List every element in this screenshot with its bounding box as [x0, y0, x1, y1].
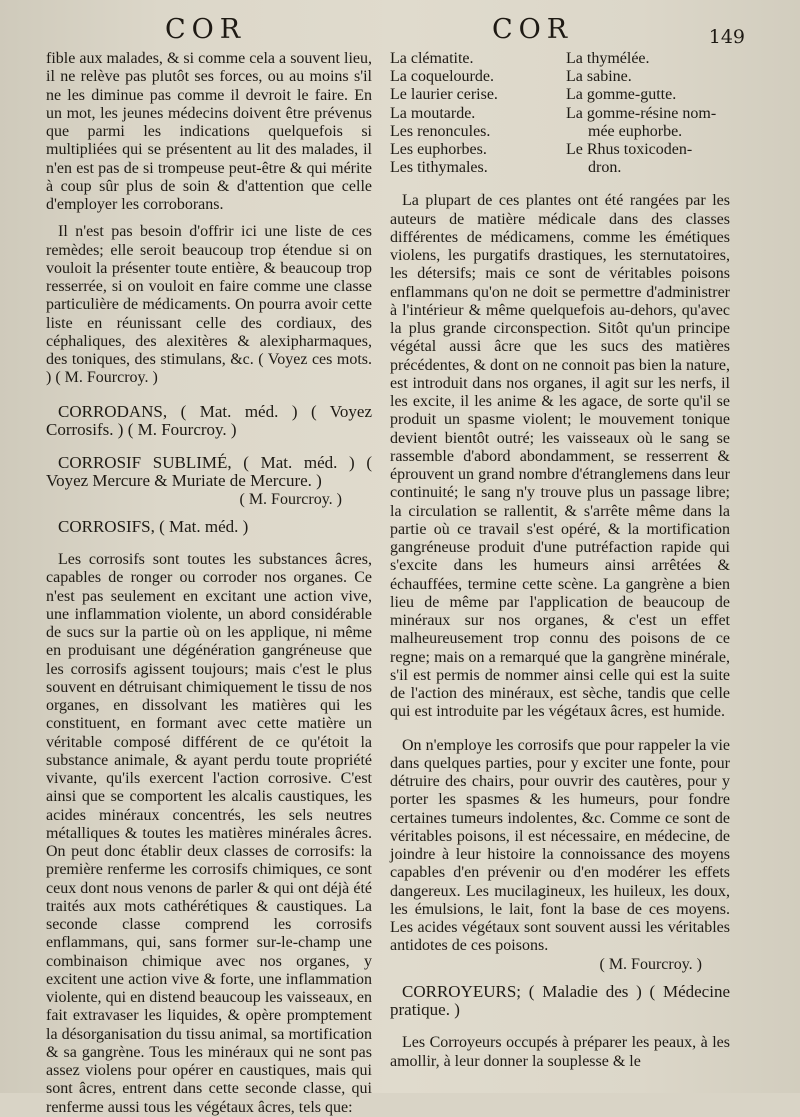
paragraph-plants-classification: La plupart de ces plantes ont été rangées par les auteurs de matière médicale dans des classes différentes de médicamens, comme les émétiques violens, les purgatifs drastiques, les sternutatoires, les détersifs; mais ce sont de véritables poisons enflammans qu'on ne doit se permettre d'administrer à l'intérieur & même quelquefois au-dehors, qu'avec la plus grande circonspection. Sitôt qu'un principe végétal aussi âcre que les sucs des matières précédentes, & dont on ne connoit pas bien la nature, est introduit dans nos organes, il agit sur les nerfs, il les excite, il les anime & les agace, de sorte qu'il se produit un spasme violent; le mouvement tonique devient bientôt outré; les vaisseaux où le sang se rassemble d'abord abondamment, se resserrent & éprouvent un grand nombre d'étranglemens dans leur continuité; le sang n'y trouve plus un passage libre; la circulation se rallentit, & s'arrête même dans la partie où ce travail s'est opéré, & la mortification gangréneuse produit d'une putréfaction rapide qui s'excite dans les humeurs ainsi arrêtées & échauffées, termine cette scène. La gangrène a bien lieu de même par l'application de beaucoup de minéraux sur nos organes, & c'est un effet malheureusement trop connu des poisons de ce regne; mais on a remarqué que la gangrène minérale, s'il est permis de nommer ainsi celle qui est la suite de l'action des minéraux, est sèche, tandis que celle qui est introduite par les végétaux âcres, est humide. — [390, 192, 730, 721]
entry-corrosifs: CORROSIFS, ( Mat. méd. ) — [58, 516, 249, 536]
plant-item: Le Rhus toxicoden- — [566, 141, 693, 159]
plant-item: La clématite. — [390, 50, 474, 67]
entry-corrosif-sublime-signature: ( M. Fourcroy. ) — [239, 490, 342, 508]
plant-item: Les tithymales. — [390, 159, 488, 177]
plant-item: La thymélée. — [566, 50, 650, 67]
right-column — [390, 50, 730, 1071]
plant-item: La coquelourde. — [390, 68, 494, 86]
plant-item: La gomme-résine nom- — [566, 104, 717, 122]
header-center: COR — [492, 14, 574, 45]
plant-list-right — [566, 50, 730, 177]
entry-corrodans: CORRODANS, ( Mat. méd. ) ( Voyez Corrosifs. ) ( M. Fourcroy. ) — [46, 401, 372, 439]
header-left: COR — [165, 14, 247, 45]
left-column — [46, 50, 372, 1117]
plant-item: La gomme-gutte. — [566, 86, 677, 104]
paragraph-corrosifs-definition: Les corrosifs sont toutes les substances âcres, capables de ronger ou corroder nos organes. Ce n'est pas seulement en excitant une action vive, une inflammation violente, un abord considérable de sucs sur la partie où on les applique, ni même en produisant une dégénération gangréneuse que les corrosifs agissent toujours; mais c'est le plus souvent en détruisant chimiquement le tissu de nos organes, en dissolvant les matières qui les constituent, en formant avec cette matière un véritable composé différent de ce qu'étoit la substance animale, & ayant perdu toute propriété vivante, qu'ils exercent l'action corrosive. C'est ainsi que se comportent les alcalis caustiques, les acides minéraux concentrés, les sels neutres métalliques & toutes les matières minérales âcres. On peut donc établir deux classes de corrosifs: la première renferme les corrosifs chimiques, ce sont ceux dont nous venons de parler & qui ont déjà été traités aux mots cathérétiques & caustiques. La seconde classe comprend les corrosifs enflammans, qui, sans former sur-le-champ une combinaison chimique avec nos organes, y excitent une action vive & forte, une inflammation violente, qui en distend beaucoup les vaisseaux, en fait extravaser les liquides, & opère promptement la désorganisation du tissu animal, sa mortification & sa gangrène. Tous les minéraux qui ne sont pas assez violens pour opérer en caustiques, mais qui sont âcres, entrent dans cette seconde classe, qui renferme aussi tous les végétaux âcres, tels que: — [46, 551, 372, 1116]
plant-item: La moutarde. — [390, 104, 476, 122]
entry-corrosif-sublime: CORROSIF SUBLIMÉ, ( Mat. méd. ) ( Voyez Mercure & Muriate de Mercure. ) — [46, 453, 372, 491]
paragraph-corroyeurs: Les Corroyeurs occupés à préparer les peaux, à les amollir, à leur donner la souplesse & le — [390, 1034, 730, 1070]
running-header — [0, 14, 800, 48]
plant-item: La sabine. — [566, 68, 632, 86]
plant-item: Le laurier cerise. — [390, 86, 498, 104]
plant-list-left — [390, 50, 566, 177]
paragraph-corroborans-end: fible aux malades, & si comme cela a souvent lieu, il ne relève pas plutôt ses forces, ou au moins s'il ne les diminue pas comme il devroit le faire. En un mot, les jeunes médecins doivent être prévenus que parmi les indications quelquefois si multipliées qui se présentent au lit des malades, il n'en est pas de si trompeuse peut-être & qui mérite à coup sûr plus de soin & d'attention que celle d'employer les corroborans. — [46, 50, 372, 213]
plant-item: Les euphorbes. — [390, 141, 487, 159]
page-number: 149 — [708, 26, 745, 48]
paragraph-corrosifs-usage: On n'employe les corrosifs que pour rappeler la vie dans quelques parties, pour y exciter une fonte, pour détruire des chairs, pour ouvrir des cautères, pour y porter les spasmes & les humeurs, pour fondre certaines tumeurs indolentes, &c. Comme ce sont de véritables poisons, il est nécessaire, en médecine, de joindre à leur histoire la connoissance des moyens capables d'en prévenir ou d'en modérer les effets dangereux. Les mucilagineux, les huileux, les doux, les émulsions, le lait, font la base de ces moyens. Les acides végétaux sont souvent aussi les véritables antidotes de ces poisons. — [390, 736, 730, 955]
plant-list — [390, 50, 730, 177]
signature-fourcroy: ( M. Fourcroy. ) — [599, 955, 702, 973]
plant-item: dron. — [588, 159, 622, 177]
paragraph-remedies-list: Il n'est pas besoin d'offrir ici une liste de ces remèdes; elle seroit beaucoup trop étendue si on vouloit la présenter toute entière, & beaucoup trop resserrée, si on vouloit en faire comme une classe particulière de médicaments. On pourra avoir cette liste en réunissant celle des cordiaux, des céphaliques, des alexitères & alexipharmaques, des toniques, des stimulans, &c. ( Voyez ces mots. ) ( M. Fourcroy. ) — [46, 223, 372, 387]
plant-item: mée euphorbe. — [588, 122, 683, 140]
plant-item: Les renoncules. — [390, 122, 491, 140]
entry-corroyeurs: CORROYEURS; ( Maladie des ) ( Médecine pratique. ) — [390, 981, 730, 1020]
